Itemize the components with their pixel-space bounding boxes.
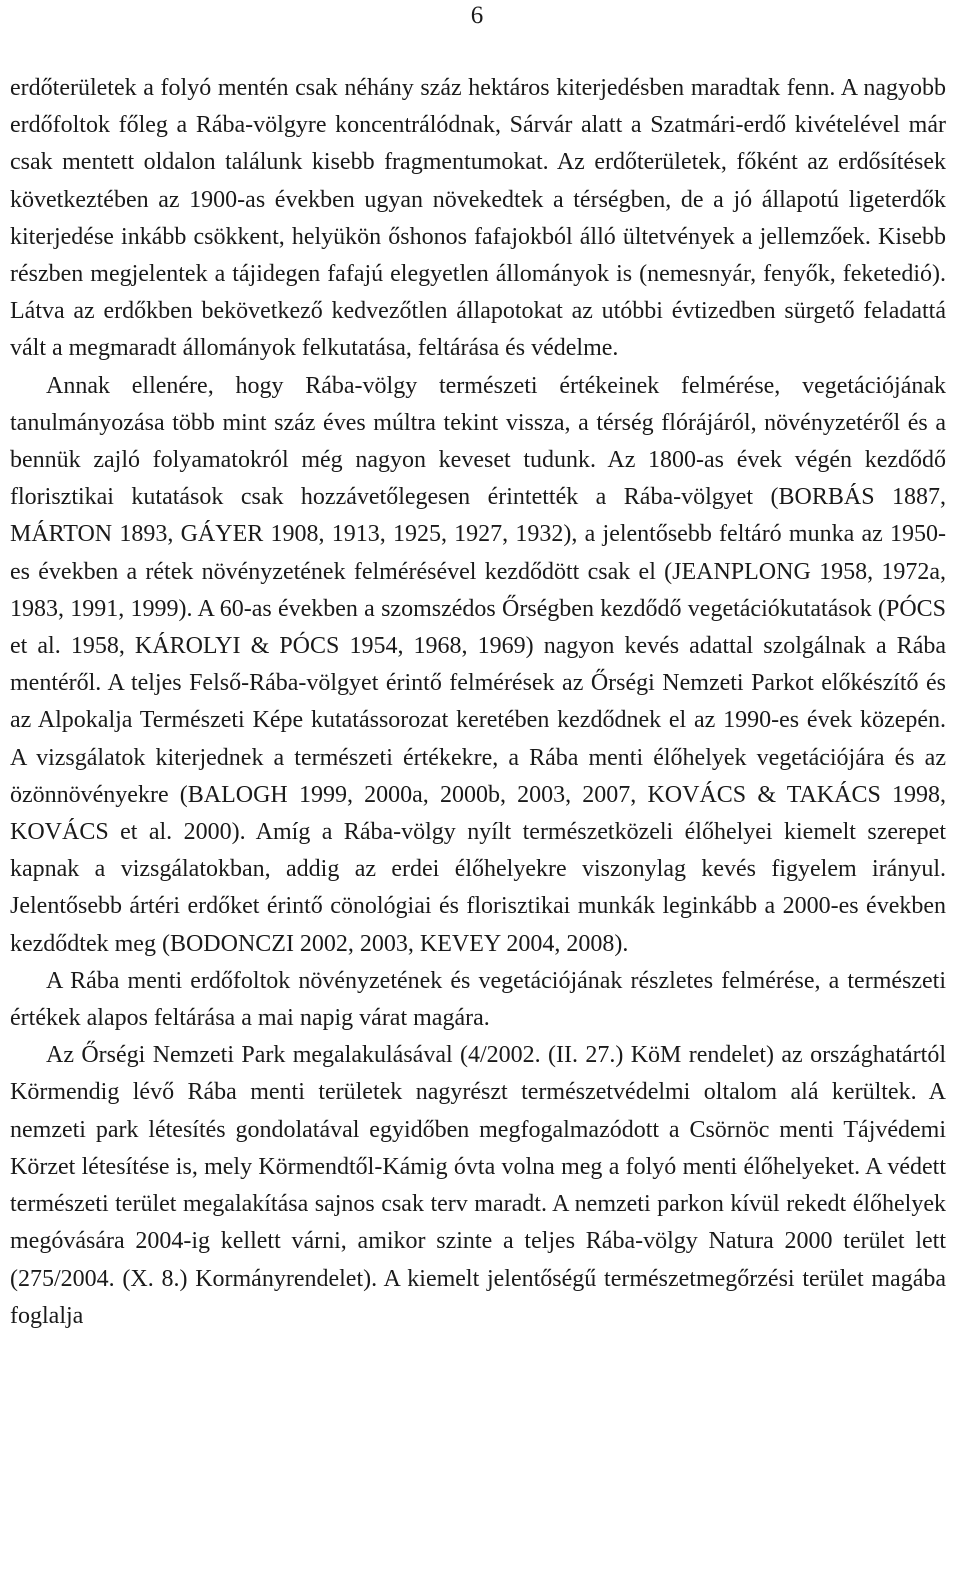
body-text <box>10 70 946 1335</box>
paragraph: erdőterületek a folyó mentén csak néhány száz hektáros kiterjedésben maradtak fenn. A nagyobb erdőfoltok főleg a Rába-völgyre koncentrálódnak, Sárvár alatt a Szatmári-erdő kivételével már csak mentett oldalon találunk kisebb fragmentumokat. Az erdőterületek, főként az erdősítések következtében az 1900-as években ugyan növekedtek a térségben, de a jó állapotú ligeterdők kiterjedése inkább csökkent, helyükön őshonos fafajokból álló ültetvények a jellemzőek. Kisebb részben megjelentek a tájidegen fafajú elegyetlen állományok is (nemesnyár, fenyők, feketedió). Látva az erdőkben bekövetkező kedvezőtlen állapotokat az utóbbi évtizedben sürgető feladattá vált a megmaradt állományok felkutatása, feltárása és védelme. <box>10 75 946 362</box>
paragraph: Annak ellenére, hogy Rába-völgy természeti értékeinek felmérése, vegetációjának tanulmányozása több mint száz éves múltra tekint vissza, a térség flórájáról, növényzetéről és a bennük zajló folyamatokról még nagyon keveset tudunk. Az 1800-as évek végén kezdődő florisztikai kutatások csak hozzávetőlegesen érintették a Rába-völgyet (BORBÁS 1887, MÁRTON 1893, GÁYER 1908, 1913, 1925, 1927, 1932), a jelentősebb feltáró munka az 1950-es években a rétek növényzetének felmérésével kezdődött csak el (JEANPLONG 1958, 1972a, 1983, 1991, 1999). A 60-as években a szomszédos Őrségben kezdődő vegetációkutatások (PÓCS et al. 1958, KÁROLYI & PÓCS 1954, 1968, 1969) nagyon kevés adattal szolgálnak a Rába mentéről. A teljes Felső-Rába-völgyet érintő felmérések az Őrségi Nemzeti Parkot előkészítő és az Alpokalja Természeti Képe kutatássorozat keretében kezdődnek el az 1990-es évek közepén. A vizsgálatok kiterjednek a természeti értékekre, a Rába menti élőhelyek vegetációjára és az özönnövényekre (BALOGH 1999, 2000a, 2000b, 2003, 2007, KOVÁCS & TAKÁCS 1998, KOVÁCS et al. 2000). Amíg a Rába-völgy nyílt természetközeli élőhelyei kiemelt szerepet kapnak a vizsgálatokban, addig az erdei élőhelyekre viszonylag kevés figyelem irányul. Jelentősebb ártéri erdőket érintő cönológiai és florisztikai munkák leginkább a 2000-es években kezdődtek meg (BODONCZI 2002, 2003, KEVEY 2004, 2008). <box>10 372 946 957</box>
paragraph: Az Őrségi Nemzeti Park megalakulásával (4/2002. (II. 27.) KöM rendelet) az országhatártól Körmendig lévő Rába menti területek nagyrészt természetvédelmi oltalom alá kerültek. A nemzeti park létesítés gondolatával egyidőben megfogalmazódott a Csörnöc menti Tájvédemi Körzet létesítése is, mely Körmendtől-Kámig óvta volna meg a folyó menti élőhelyeket. A védett természeti terület megalakítása sajnos csak terv maradt. A nemzeti parkon kívül rekedt élőhelyek megóvására 2004-ig kellett várni, amikor szinte a teljes Rába-völgy Natura 2000 terület lett (275/2004. (X. 8.) Kormányrendelet). A kiemelt jelentőségű természetmegőrzési terület magába foglalja <box>10 1042 946 1329</box>
page-number: 6 <box>470 2 484 29</box>
paragraph: A Rába menti erdőfoltok növényzetének és vegetációjának részletes felmérése, a természeti értékek alapos feltárása a mai napig várat magára. <box>10 967 946 1032</box>
